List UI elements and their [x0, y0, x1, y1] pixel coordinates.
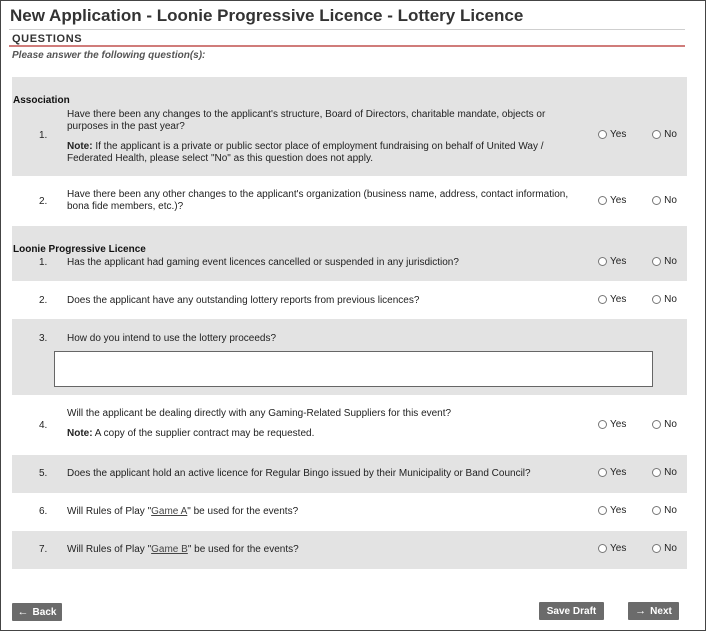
question-row-loonie-6 — [12, 493, 687, 531]
radio-no-circle[interactable] — [652, 196, 661, 205]
question-row-association-1 — [12, 77, 687, 176]
back-button[interactable]: ← Back — [12, 603, 62, 621]
radio-yes[interactable]: Yes — [598, 467, 626, 478]
radio-no-circle[interactable] — [652, 506, 661, 515]
question-number: 2. — [39, 295, 48, 306]
question-text: Has the applicant had gaming event licences cancelled or suspended in any jurisdiction? — [67, 257, 459, 268]
question-row-loonie-2 — [12, 281, 687, 319]
radio-yes[interactable]: Yes — [598, 256, 626, 267]
radio-yes-circle[interactable] — [598, 420, 607, 429]
radio-group — [598, 294, 677, 305]
radio-no-circle[interactable] — [652, 257, 661, 266]
lottery-proceeds-textarea[interactable] — [54, 351, 653, 387]
radio-no[interactable]: No — [652, 419, 677, 430]
question-number: 6. — [39, 506, 48, 517]
question-number: 3. — [39, 333, 48, 344]
radio-yes[interactable]: Yes — [598, 419, 626, 430]
radio-yes[interactable]: Yes — [598, 543, 626, 554]
instruction-text: Please answer the following question(s): — [12, 50, 206, 61]
question-note: Note: A copy of the supplier contract may be requested. — [67, 428, 315, 439]
radio-yes-circle[interactable] — [598, 130, 607, 139]
radio-no-circle[interactable] — [652, 295, 661, 304]
question-number: 1. — [39, 257, 48, 268]
question-text: Does the applicant hold an active licence for Regular Bingo issued by their Municipality or Band Council? — [67, 468, 531, 479]
radio-no[interactable]: No — [652, 256, 677, 267]
radio-yes[interactable]: Yes — [598, 195, 626, 206]
radio-yes-circle[interactable] — [598, 506, 607, 515]
radio-yes-circle[interactable] — [598, 257, 607, 266]
radio-group — [598, 256, 677, 267]
radio-yes-circle[interactable] — [598, 544, 607, 553]
question-text: Will Rules of Play "Game B" be used for the events? — [67, 544, 299, 555]
question-row-loonie-1 — [12, 226, 687, 281]
radio-group — [598, 419, 677, 430]
game-b-link[interactable]: Game B — [151, 544, 188, 555]
question-number: 1. — [39, 130, 48, 141]
arrow-left-icon: ← — [17, 606, 29, 618]
radio-yes[interactable]: Yes — [598, 129, 626, 140]
question-number: 4. — [39, 420, 48, 431]
radio-yes-circle[interactable] — [598, 468, 607, 477]
radio-no-circle[interactable] — [652, 420, 661, 429]
group-label-loonie: Loonie Progressive Licence — [13, 244, 146, 255]
question-text: How do you intend to use the lottery proceeds? — [67, 333, 277, 344]
next-button[interactable]: → Next — [628, 602, 679, 620]
arrow-right-icon: → — [635, 605, 647, 617]
radio-group — [598, 505, 677, 516]
question-row-loonie-4 — [12, 395, 687, 455]
radio-group — [598, 195, 677, 206]
game-a-link[interactable]: Game A — [151, 506, 188, 517]
question-row-association-2 — [12, 176, 687, 226]
radio-yes[interactable]: Yes — [598, 294, 626, 305]
radio-no[interactable]: No — [652, 129, 677, 140]
radio-yes-circle[interactable] — [598, 295, 607, 304]
radio-no-circle[interactable] — [652, 544, 661, 553]
radio-no[interactable]: No — [652, 467, 677, 478]
radio-no-circle[interactable] — [652, 130, 661, 139]
section-heading: QUESTIONS — [12, 33, 83, 45]
radio-no[interactable]: No — [652, 543, 677, 554]
question-text: Will the applicant be dealing directly with any Gaming-Related Suppliers for this event? Note: A copy of the supplier contract may be requested. — [67, 408, 582, 440]
page-title: New Application - Loonie Progressive Licence - Lottery Licence — [10, 6, 524, 25]
question-number: 2. — [39, 196, 48, 207]
question-row-loonie-7 — [12, 531, 687, 569]
section-divider — [9, 45, 685, 47]
question-text: Will Rules of Play "Game A" be used for the events? — [67, 506, 299, 517]
question-text: Does the applicant have any outstanding lottery reports from previous licences? — [67, 295, 420, 306]
radio-group — [598, 129, 677, 140]
question-number: 5. — [39, 468, 48, 479]
question-note: Note: If the applicant is a private or public sector place of employment fundraising on behalf of United Way / Federated Health, please select "No" as this question does not apply. — [67, 141, 544, 164]
radio-no-circle[interactable] — [652, 468, 661, 477]
question-text: Have there been any other changes to the applicant's organization (business name, address, contact information, bona fide members, etc.)? — [67, 189, 569, 212]
radio-no[interactable]: No — [652, 505, 677, 516]
group-label-association: Association — [13, 95, 70, 106]
question-text: Have there been any changes to the applicant's structure, Board of Directors, charitable mandate, objects or purposes in the past year? Note: If the applicant is a private or public sector place of employment fundraising on behalf of United Way / Federated Health, please select "No" as this question does not apply. — [67, 109, 582, 165]
radio-group — [598, 543, 677, 554]
save-draft-button[interactable]: Save Draft — [539, 602, 604, 620]
radio-yes[interactable]: Yes — [598, 505, 626, 516]
radio-no[interactable]: No — [652, 195, 677, 206]
radio-yes-circle[interactable] — [598, 196, 607, 205]
title-divider — [9, 29, 685, 30]
question-number: 7. — [39, 544, 48, 555]
radio-group — [598, 467, 677, 478]
question-row-loonie-3 — [12, 319, 687, 395]
radio-no[interactable]: No — [652, 294, 677, 305]
question-row-loonie-5 — [12, 455, 687, 493]
